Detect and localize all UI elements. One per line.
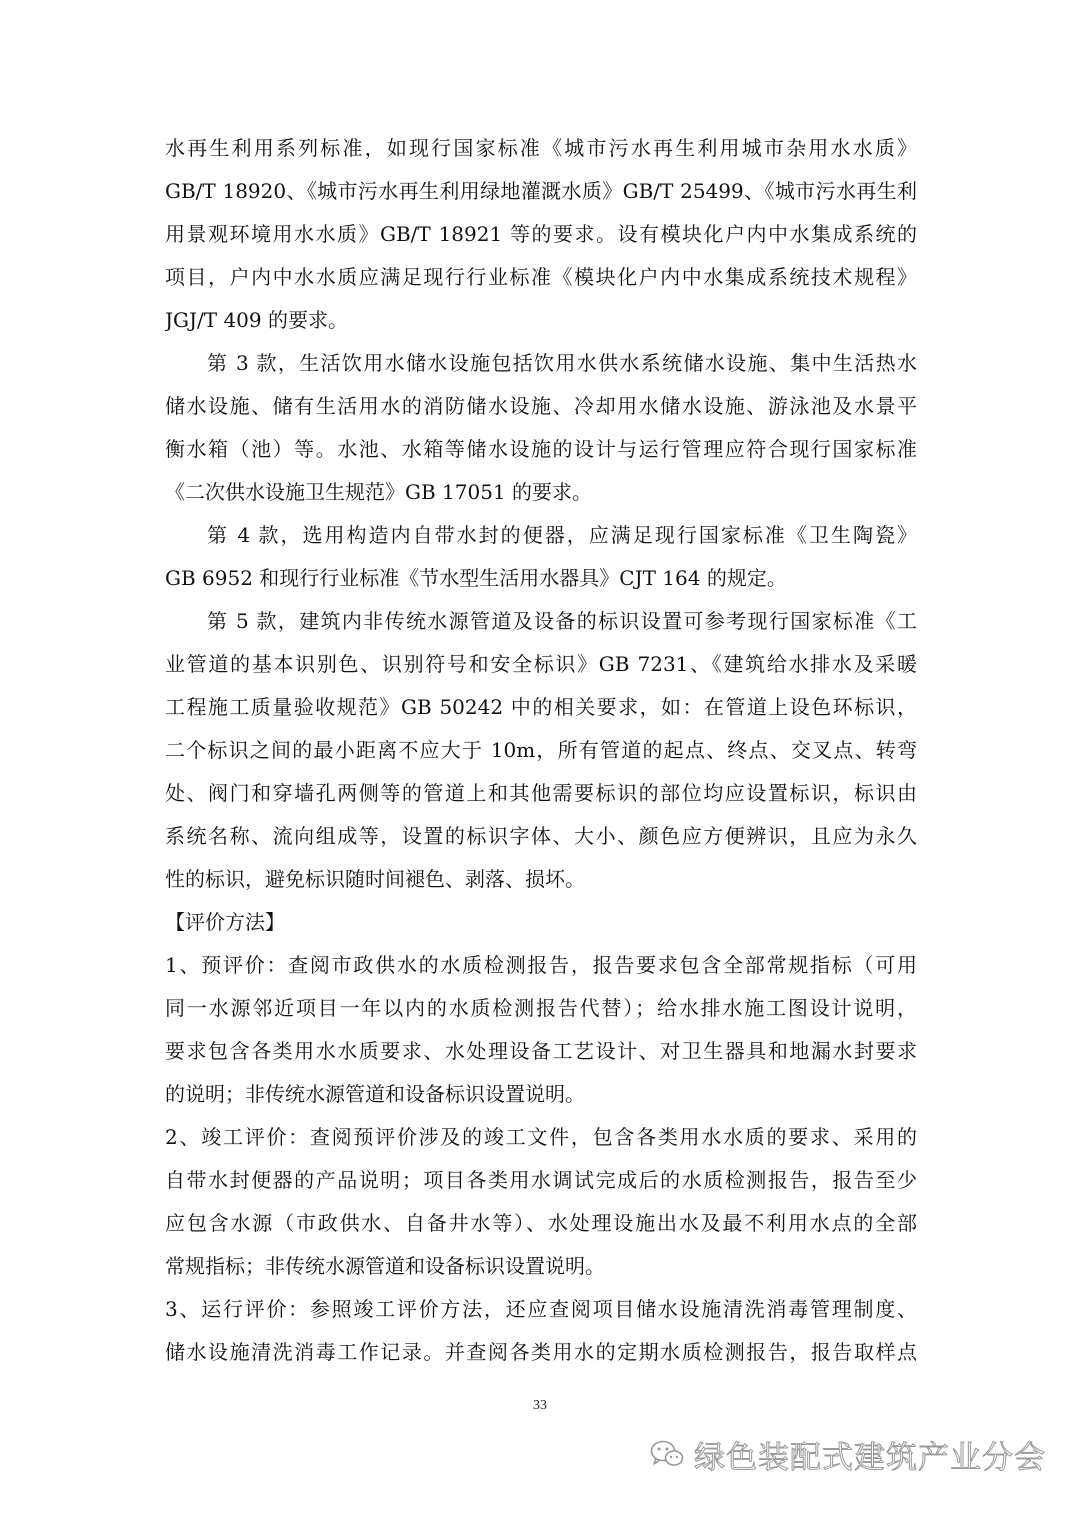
text-line: 水再生利用系列标准，如现行国家标准《城市污水再生利用城市杂用水水质》 xyxy=(165,136,917,160)
wechat-icon xyxy=(650,1439,684,1469)
text-line: 【评价方法】 xyxy=(165,910,285,934)
text-line: 处、阀门和穿墙孔两侧等的管道上和其他需要标识的部位均应设置标识，标识由 xyxy=(165,781,917,805)
text-line: 自带水封便器的产品说明；项目各类用水调试完成后的水质检测报告，报告至少 xyxy=(165,1168,917,1192)
text-line: GB/T 18920、《城市污水再生利用绿地灌溉水质》GB/T 25499、《城市污水再生利 xyxy=(165,179,917,203)
text-line: 《二次供水设施卫生规范》GB 17051 的要求。 xyxy=(165,480,593,504)
text-line: 第 5 款，建筑内非传统水源管道及设备的标识设置可参考现行国家标准《工 xyxy=(207,609,917,633)
text-line: 项目，户内中水水质应满足现行行业标准《模块化户内中水集成系统技术规程》 xyxy=(165,265,917,289)
text-line: 储水设施、储有生活用水的消防储水设施、冷却用水储水设施、游泳池及水景平 xyxy=(165,394,917,418)
text-line: 3、运行评价：参照竣工评价方法，还应查阅项目储水设施清洗消毒管理制度、 xyxy=(165,1297,917,1321)
text-line: 应包含水源（市政供水、自备井水等）、水处理设施出水及最不利用水点的全部 xyxy=(165,1211,917,1235)
text-line: 2、竣工评价：查阅预评价涉及的竣工文件，包含各类用水水质的要求、采用的 xyxy=(165,1125,917,1149)
page-number: 33 xyxy=(533,1398,547,1413)
text-line: 1、预评价：查阅市政供水的水质检测报告，报告要求包含全部常规指标（可用 xyxy=(165,953,917,977)
text-line: 衡水箱（池）等。水池、水箱等储水设施的设计与运行管理应符合现行国家标准 xyxy=(165,437,917,461)
text-line: 二个标识之间的最小距离不应大于 10m，所有管道的起点、终点、交叉点、转弯 xyxy=(165,738,917,762)
body-text xyxy=(165,127,917,1374)
text-line: 性的标识，避免标识随时间褪色、剥落、损坏。 xyxy=(165,867,585,891)
text-line: 工程施工质量验收规范》GB 50242 中的相关要求，如：在管道上设色环标识， xyxy=(165,695,917,719)
text-line: 同一水源邻近项目一年以内的水质检测报告代替）；给水排水施工图设计说明， xyxy=(165,996,917,1020)
text-line: JGJ/T 409 的要求。 xyxy=(165,308,348,332)
text-line: 要求包含各类用水水质要求、水处理设备工艺设计、对卫生器具和地漏水封要求 xyxy=(165,1039,917,1063)
text-line: GB 6952 和现行行业标准《节水型生活用水器具》CJT 164 的规定。 xyxy=(165,566,787,590)
watermark-text: 绿色装配式建筑产业分会 xyxy=(694,1439,1046,1476)
text-line: 常规指标；非传统水源管道和设备标识设置说明。 xyxy=(165,1254,605,1278)
text-line: 系统名称、流向组成等，设置的标识字体、大小、颜色应方便辨识，且应为永久 xyxy=(165,824,917,848)
text-line: 用景观环境用水水质》GB/T 18921 等的要求。设有模块化户内中水集成系统的 xyxy=(165,222,917,246)
text-line: 第 4 款，选用构造内自带水封的便器，应满足现行国家标准《卫生陶瓷》 xyxy=(207,523,917,547)
watermark xyxy=(650,1432,1046,1476)
text-line: 第 3 款，生活饮用水储水设施包括饮用水供水系统储水设施、集中生活热水 xyxy=(207,351,917,375)
text-line: 的说明；非传统水源管道和设备标识设置说明。 xyxy=(165,1082,585,1106)
text-line: 储水设施清洗消毒工作记录。并查阅各类用水的定期水质检测报告，报告取样点 xyxy=(165,1340,917,1364)
text-line: 业管道的基本识别色、识别符号和安全标识》GB 7231、《建筑给水排水及采暖 xyxy=(165,652,917,676)
